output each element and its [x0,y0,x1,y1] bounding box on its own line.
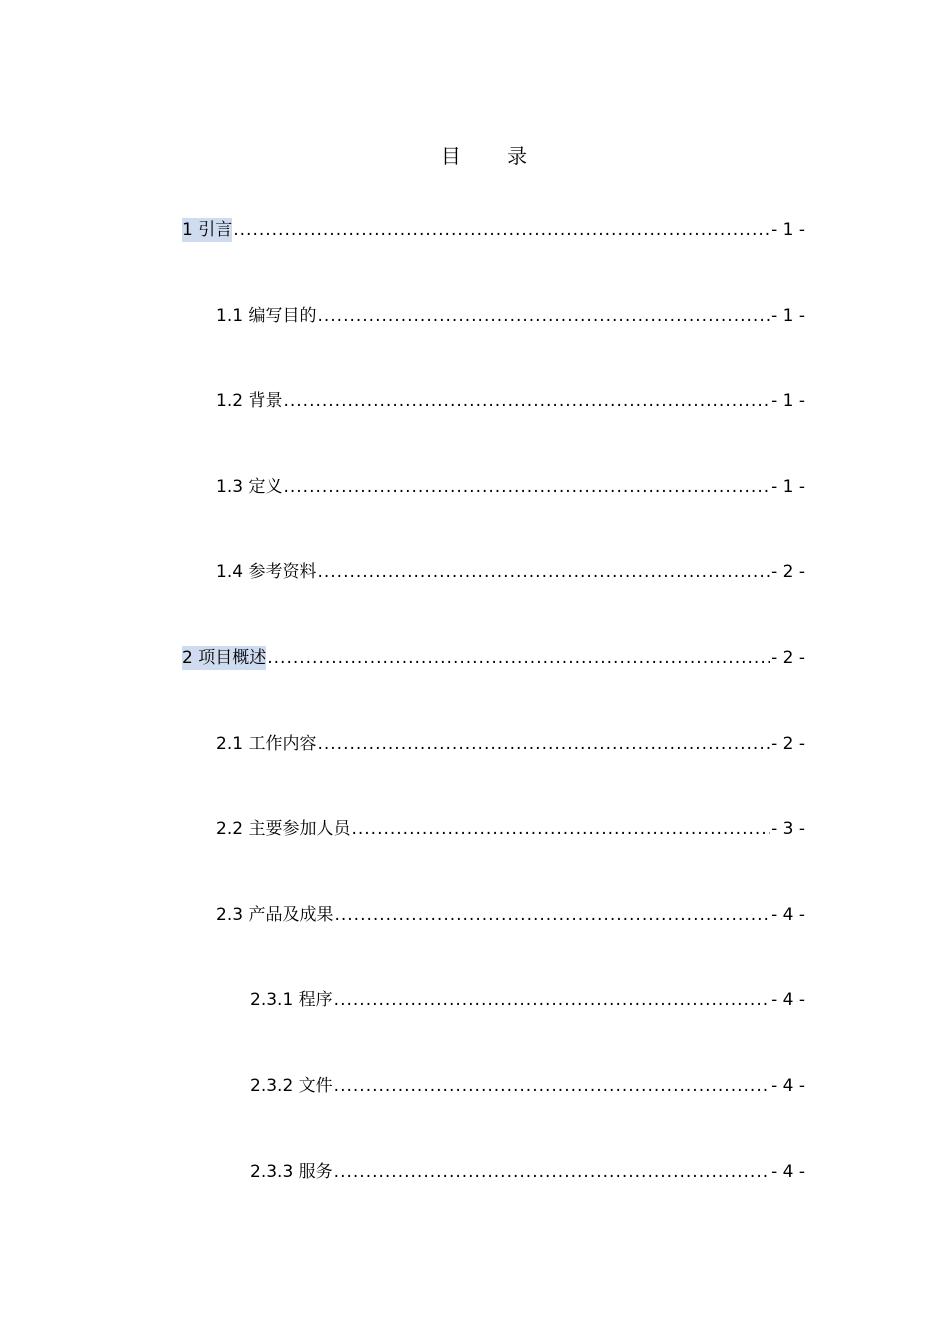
toc-entry[interactable] [216,897,805,927]
toc-dot-leader [334,903,770,927]
toc-entry[interactable] [216,726,805,756]
toc-dot-leader [334,1160,770,1184]
toc-entry-title[interactable]: 2.3 产品及成果 [216,904,334,925]
toc-dot-leader [317,560,770,584]
toc-entry[interactable] [250,1068,805,1098]
toc-entry-title[interactable]: 2.2 主要参加人员 [216,819,351,840]
toc-entry-title[interactable]: 1.1 编写目的 [216,305,317,326]
toc-entry-title[interactable]: 2.3.3 服务 [250,1161,333,1182]
toc-page-number: - 2 - [771,648,805,668]
toc-dot-leader [233,218,770,242]
toc-entry-title[interactable]: 2.1 工作内容 [216,733,317,754]
toc-page-number: - 1 - [771,220,805,240]
toc-dot-leader [334,1074,770,1098]
toc-page-number: - 4 - [771,904,805,925]
toc-entry[interactable] [216,469,805,499]
toc-entry[interactable] [250,1154,805,1184]
toc-dot-leader [283,475,770,499]
toc-title: 目 录 [440,144,548,168]
toc-page-number: - 4 - [771,990,805,1011]
toc-entry[interactable] [216,554,805,584]
toc-dot-leader [351,817,770,841]
toc-entry-title[interactable]: 1.2 背景 [216,391,283,412]
toc-entry-title[interactable]: 2 项目概述 [182,648,267,668]
toc-entry-title[interactable]: 1.4 参考资料 [216,562,317,583]
toc-entry[interactable] [216,383,805,413]
toc-page-number: - 2 - [771,733,805,754]
toc-dot-leader [317,304,770,328]
toc-page-number: - 4 - [771,1076,805,1096]
toc-entry-title[interactable]: 1.3 定义 [216,476,283,497]
toc-dot-leader [267,646,770,670]
toc-page-number: - 4 - [771,1161,805,1182]
toc-page-number: - 1 - [771,305,805,326]
toc-entry[interactable] [216,811,805,841]
toc-entry-title[interactable]: 2.3.1 程序 [250,990,333,1011]
toc-entry[interactable] [182,640,805,670]
toc-page-number: - 1 - [771,391,805,412]
toc-page-number: - 2 - [771,562,805,583]
toc-dot-leader [283,389,770,413]
toc-entry-title[interactable]: 2.3.2 文件 [250,1076,333,1096]
toc-page-number: - 1 - [771,476,805,497]
toc-entry[interactable] [250,982,805,1012]
toc-entry-title[interactable]: 1 引言 [182,220,233,240]
toc-dot-leader [317,732,770,756]
toc-dot-leader [334,988,770,1012]
toc-page-number: - 3 - [771,819,805,840]
toc-entry[interactable] [182,212,805,242]
toc-entry[interactable] [216,298,805,328]
